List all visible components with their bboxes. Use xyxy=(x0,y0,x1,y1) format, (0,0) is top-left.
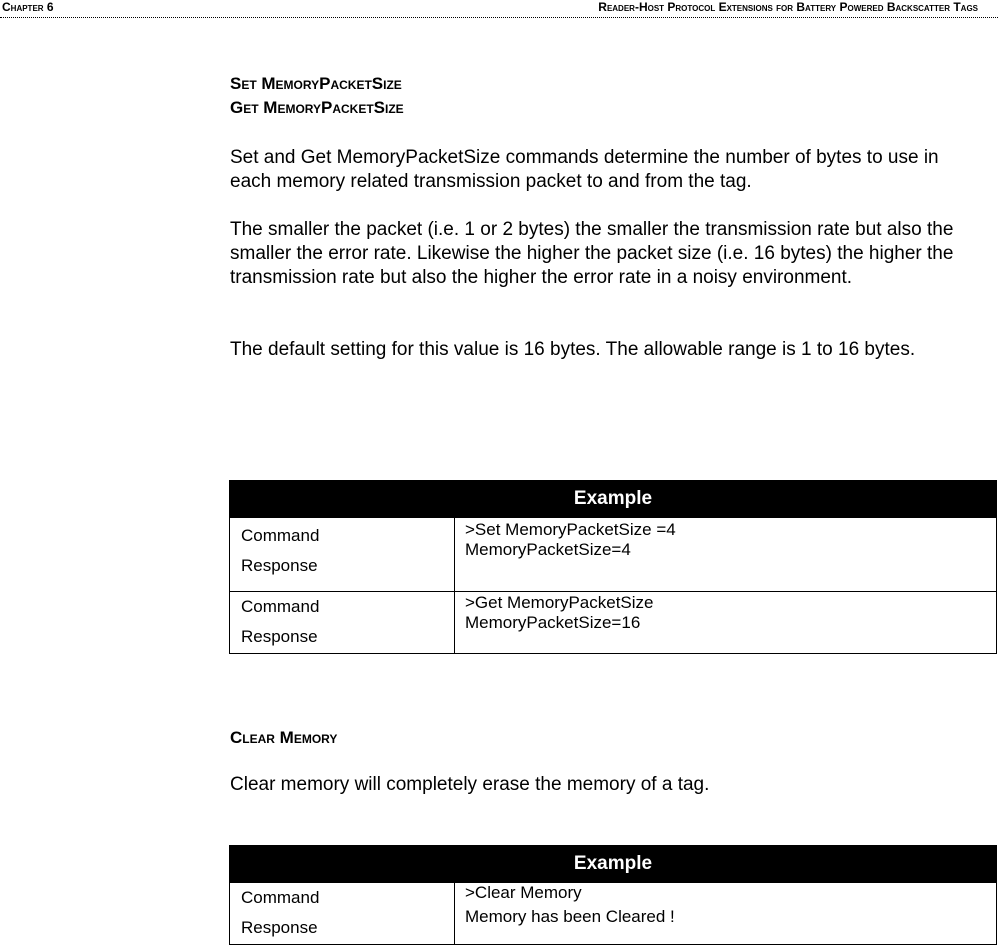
heading-set-memory-packet-size: Set MemoryPacketSize xyxy=(230,74,402,93)
example-table-packet-size xyxy=(229,480,997,654)
chapter-label: Chapter 6 xyxy=(2,0,54,14)
heading-get-memory-packet-size: Get MemoryPacketSize xyxy=(230,98,404,117)
response-value: MemoryPacketSize=4 xyxy=(465,540,631,559)
command-label: Command xyxy=(241,888,320,907)
row-labels xyxy=(230,592,455,654)
command-value: >Get MemoryPacketSize xyxy=(465,593,654,612)
paragraph-description: Set and Get MemoryPacketSize commands determine the number of bytes to use in each memory related transmission packet to and from the tag. xyxy=(230,147,939,192)
row-values xyxy=(455,518,997,592)
paragraph-default-setting: The default setting for this value is 16 bytes. The allowable range is 1 to 16 bytes. xyxy=(230,339,916,360)
command-label: Command xyxy=(241,597,320,616)
example-table-header: Example xyxy=(230,846,997,883)
row-values xyxy=(455,592,997,654)
response-label: Response xyxy=(241,918,318,937)
response-label: Response xyxy=(241,627,318,646)
chapter-title: Reader-Host Protocol Extensions for Battery Powered Backscatter Tags xyxy=(598,0,978,14)
command-label: Command xyxy=(241,526,320,545)
example-table-clear-memory xyxy=(229,845,997,945)
row-labels xyxy=(230,883,455,945)
command-value: >Set MemoryPacketSize =4 xyxy=(465,520,676,539)
row-labels xyxy=(230,518,455,592)
table-row xyxy=(230,592,997,654)
table-row xyxy=(230,518,997,592)
heading-clear-memory: Clear Memory xyxy=(230,728,338,747)
running-header xyxy=(0,0,998,18)
response-label: Response xyxy=(241,556,318,575)
row-values xyxy=(455,883,997,945)
paragraph-clear-memory: Clear memory will completely erase the memory of a tag. xyxy=(230,774,710,795)
response-value: MemoryPacketSize=16 xyxy=(465,613,641,632)
command-value: >Clear Memory xyxy=(465,883,582,902)
response-value: Memory has been Cleared ! xyxy=(465,907,675,926)
table-row xyxy=(230,883,997,945)
example-table-header: Example xyxy=(230,481,997,518)
paragraph-packet-tradeoff: The smaller the packet (i.e. 1 or 2 bytes) the smaller the transmission rate but also the smaller the error rate. Likewise the higher the packet size (i.e. 16 bytes) the higher the transmission rate but also the higher the error rate in a noisy environment. xyxy=(230,219,954,288)
